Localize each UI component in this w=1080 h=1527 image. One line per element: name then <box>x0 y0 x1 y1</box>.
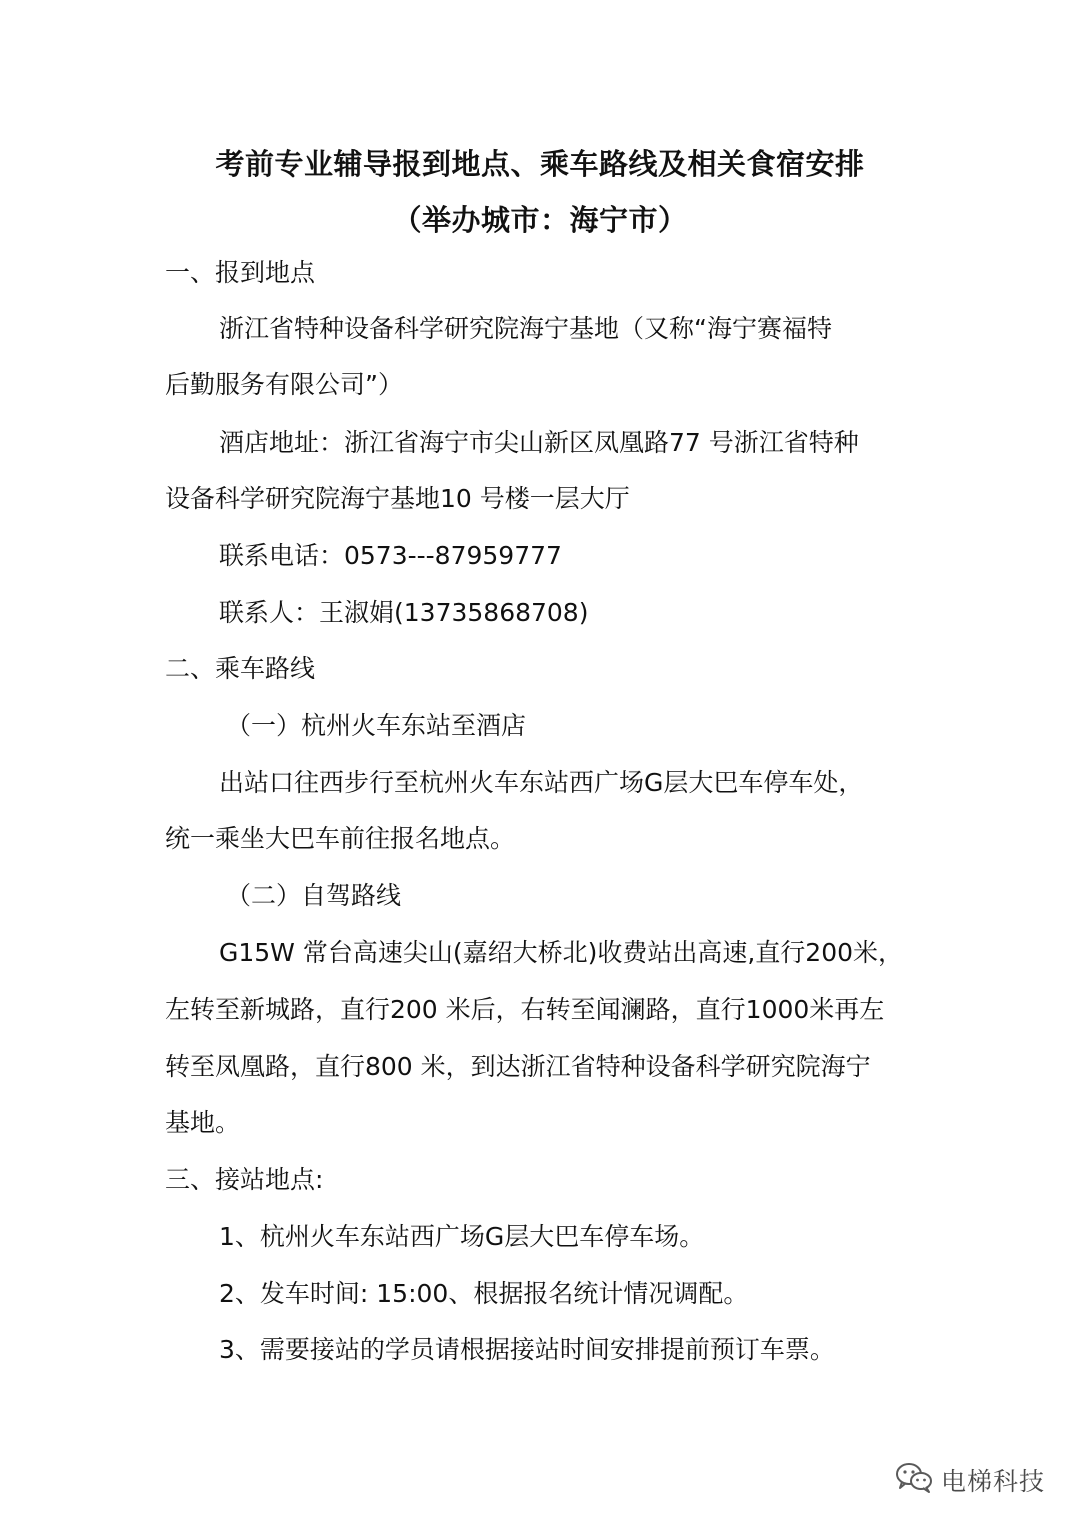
watermark <box>895 1460 1045 1500</box>
document-subtitle: （举办城市：海宁市） <box>392 203 688 237</box>
route-text: 出站口往西步行至杭州火车东站西广场G层大巴车停车处， <box>219 768 864 797</box>
document-title: 考前专业辅导报到地点、乘车路线及相关食宿安排 <box>215 147 865 181</box>
route-text: 转至凤凰路，直行800 米，到达浙江省特种设备科学研究院海宁 <box>165 1052 871 1081</box>
venue-text: 后勤服务有限公司”） <box>165 370 403 399</box>
pickup-item: 2、发车时间: 15:00、根据报名统计情况调配。 <box>219 1279 749 1308</box>
route-text: 统一乘坐大巴车前往报名地点。 <box>165 824 516 853</box>
contact-phone: 联系电话：0573---87959777 <box>219 541 562 570</box>
pickup-item: 3、需要接站的学员请根据接站时间安排提前预订车票。 <box>219 1335 835 1364</box>
address-text: 酒店地址：浙江省海宁市尖山新区凤凰路77 号浙江省特种 <box>219 428 859 457</box>
wechat-icon <box>895 1462 933 1498</box>
venue-text: 浙江省特种设备科学研究院海宁基地（又称“海宁赛福特 <box>219 314 832 343</box>
section-heading-pickup: 三、接站地点: <box>165 1165 324 1194</box>
route-text: 基地。 <box>165 1108 241 1137</box>
watermark-text: 电梯科技 <box>941 1467 1046 1496</box>
pickup-item: 1、杭州火车东站西广场G层大巴车停车场。 <box>219 1222 705 1251</box>
route-subheading: （二）自驾路线 <box>226 881 402 910</box>
contact-person: 联系人：王淑娟(13735868708) <box>219 598 589 627</box>
address-text: 设备科学研究院海宁基地10 号楼一层大厅 <box>165 484 630 513</box>
route-text: G15W 常台高速尖山(嘉绍大桥北)收费站出高速,直行200米， <box>219 938 904 967</box>
route-subheading: （一）杭州火车东站至酒店 <box>226 711 527 740</box>
section-heading-routes: 二、乘车路线 <box>165 654 316 683</box>
route-text: 左转至新城路，直行200 米后，右转至闻澜路，直行1000米再左 <box>165 995 885 1024</box>
section-heading-registration: 一、报到地点 <box>165 258 316 287</box>
